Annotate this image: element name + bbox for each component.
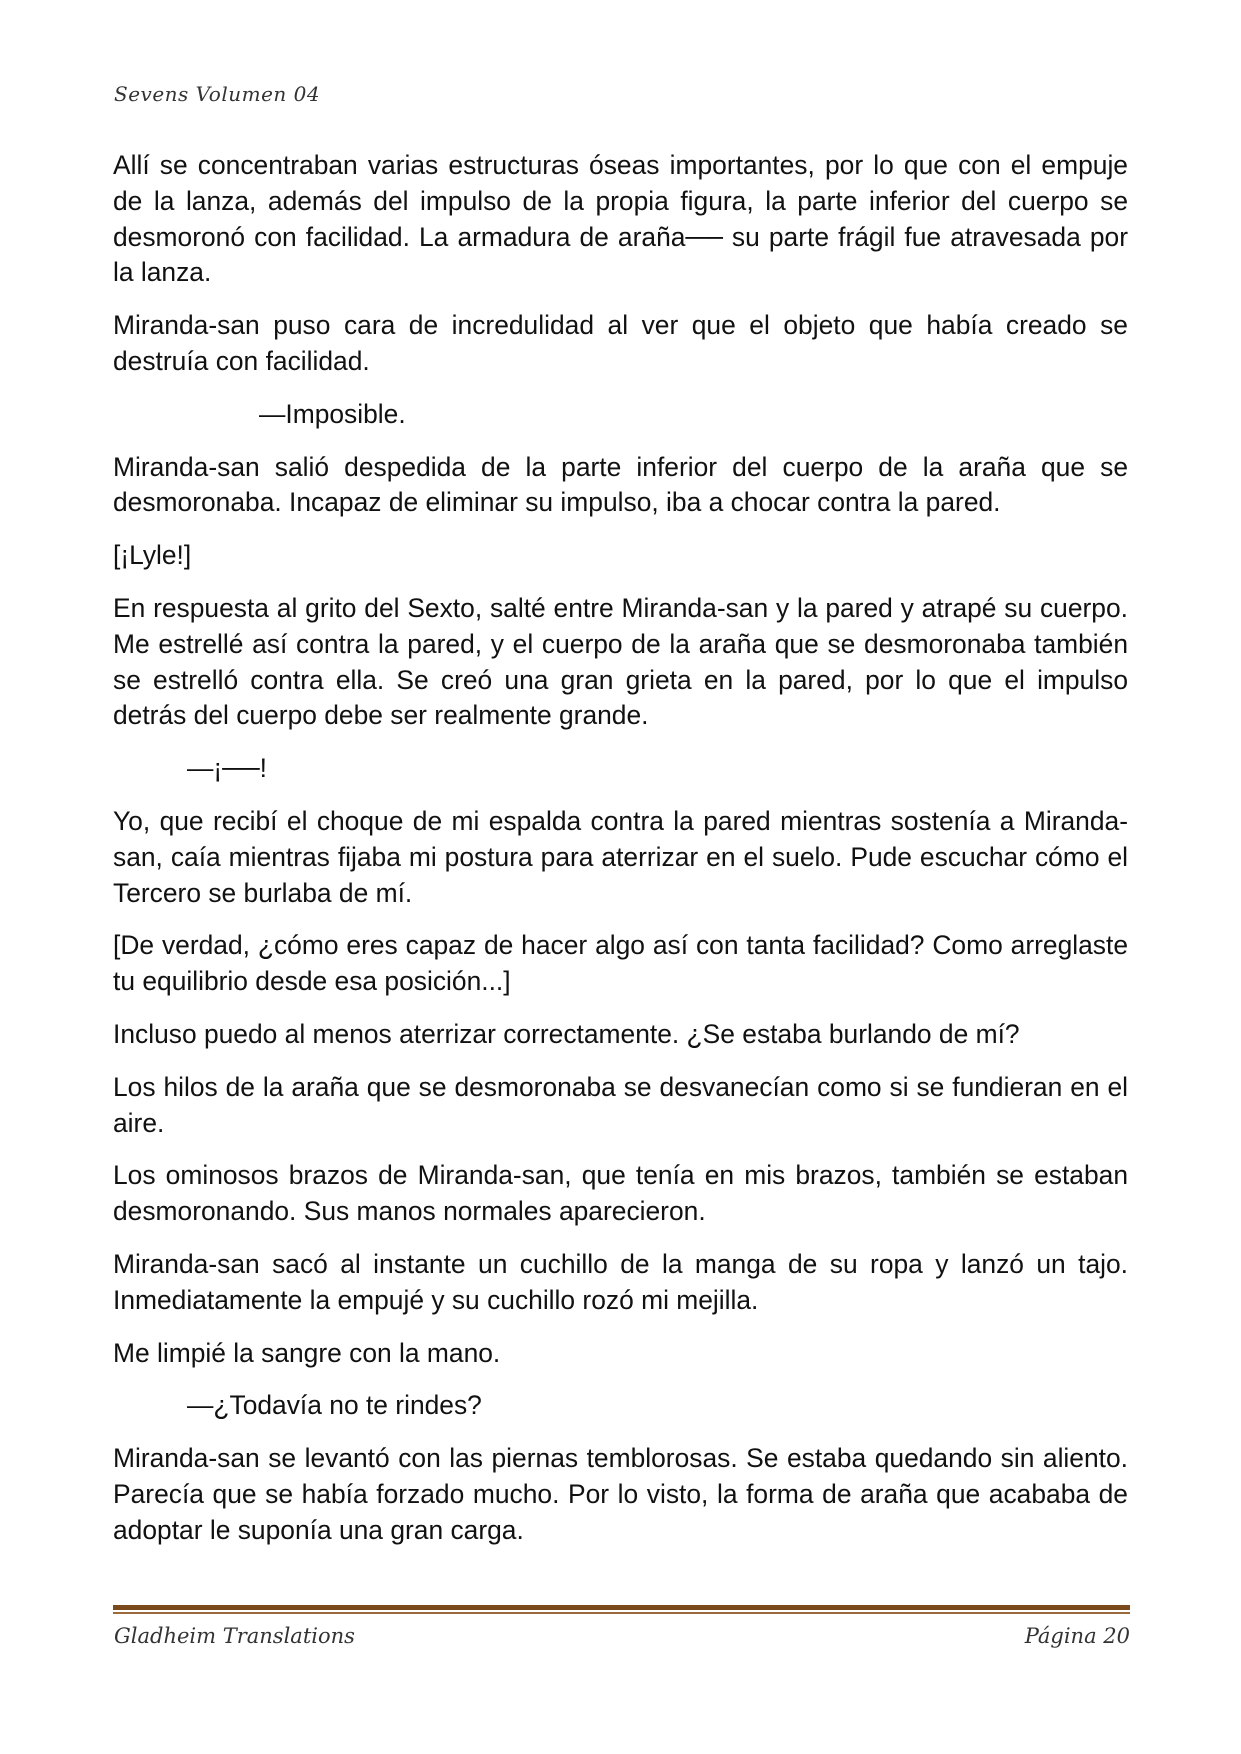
paragraph: En respuesta al grito del Sexto, salté entre Miranda-san y la pared y atrapé su cuerpo. Me estrellé así contra la pared, y el cuerpo de la araña que se desmoronaba también se estrelló contra ella. Se creó una gran grieta en la pared, por lo que el impulso detrás del cuerpo debe ser realmente grande. <box>113 592 1128 731</box>
dialogue-line: —¿Todavía no te rindes? <box>187 1390 482 1421</box>
running-header: Sevens Volumen 04 <box>114 82 321 106</box>
page-number: Página 20 <box>1024 1624 1130 1648</box>
footer-divider <box>113 1605 1130 1610</box>
paragraph: Miranda-san se levantó con las piernas temblorosas. Se estaba quedando sin aliento. Parecía que se había forzado mucho. Por lo visto, la forma de araña que acababa de adoptar le suponía una gran carga. <box>113 1443 1128 1545</box>
paragraph: Miranda-san sacó al instante un cuchillo de la manga de su ropa y lanzó un tajo. Inmediatamente la empujé y su cuchillo rozó mi mejilla. <box>113 1248 1128 1315</box>
body-text <box>113 148 1128 1566</box>
paragraph: [De verdad, ¿cómo eres capaz de hacer algo así con tanta facilidad? Como arreglaste tu equilibrio desde esa posición...] <box>113 930 1128 997</box>
dialogue-line: [¡Lyle!] <box>113 540 192 571</box>
footer-credit: Gladheim Translations <box>114 1624 355 1648</box>
paragraph: Incluso puedo al menos aterrizar correctamente. ¿Se estaba burlando de mí? <box>113 1018 1020 1049</box>
dialogue-line: —¡──! <box>187 753 267 784</box>
paragraph: Miranda-san puso cara de incredulidad al ver que el objeto que había creado se destruía con facilidad. <box>113 310 1128 376</box>
dialogue-line: —Imposible. <box>259 398 406 429</box>
paragraph: Allí se concentraban varias estructuras óseas importantes, por lo que con el empuje de la lanza, además del impulso de la propia figura, la parte inferior del cuerpo se desmoronó con facilidad. La armadura de araña── su parte frágil fue atravesada por la lanza. <box>113 150 1128 288</box>
paragraph: Yo, que recibí el choque de mi espalda contra la pared mientras sostenía a Miranda-san, caía mientras fijaba mi postura para aterrizar en el suelo. Pude escuchar cómo el Tercero se burlaba de mí. <box>113 805 1128 908</box>
paragraph: Me limpié la sangre con la mano. <box>113 1337 501 1368</box>
paragraph: Los hilos de la araña que se desmoronaba se desvanecían como si se fundieran en el aire. <box>113 1071 1128 1138</box>
footer-divider-thin <box>113 1612 1130 1614</box>
paragraph: Miranda-san salió despedida de la parte inferior del cuerpo de la araña que se desmoronaba. Incapaz de eliminar su impulso, iba a chocar contra la pared. <box>113 451 1128 518</box>
paragraph: Los ominosos brazos de Miranda-san, que tenía en mis brazos, también se estaban desmoronando. Sus manos normales aparecieron. <box>113 1160 1128 1227</box>
